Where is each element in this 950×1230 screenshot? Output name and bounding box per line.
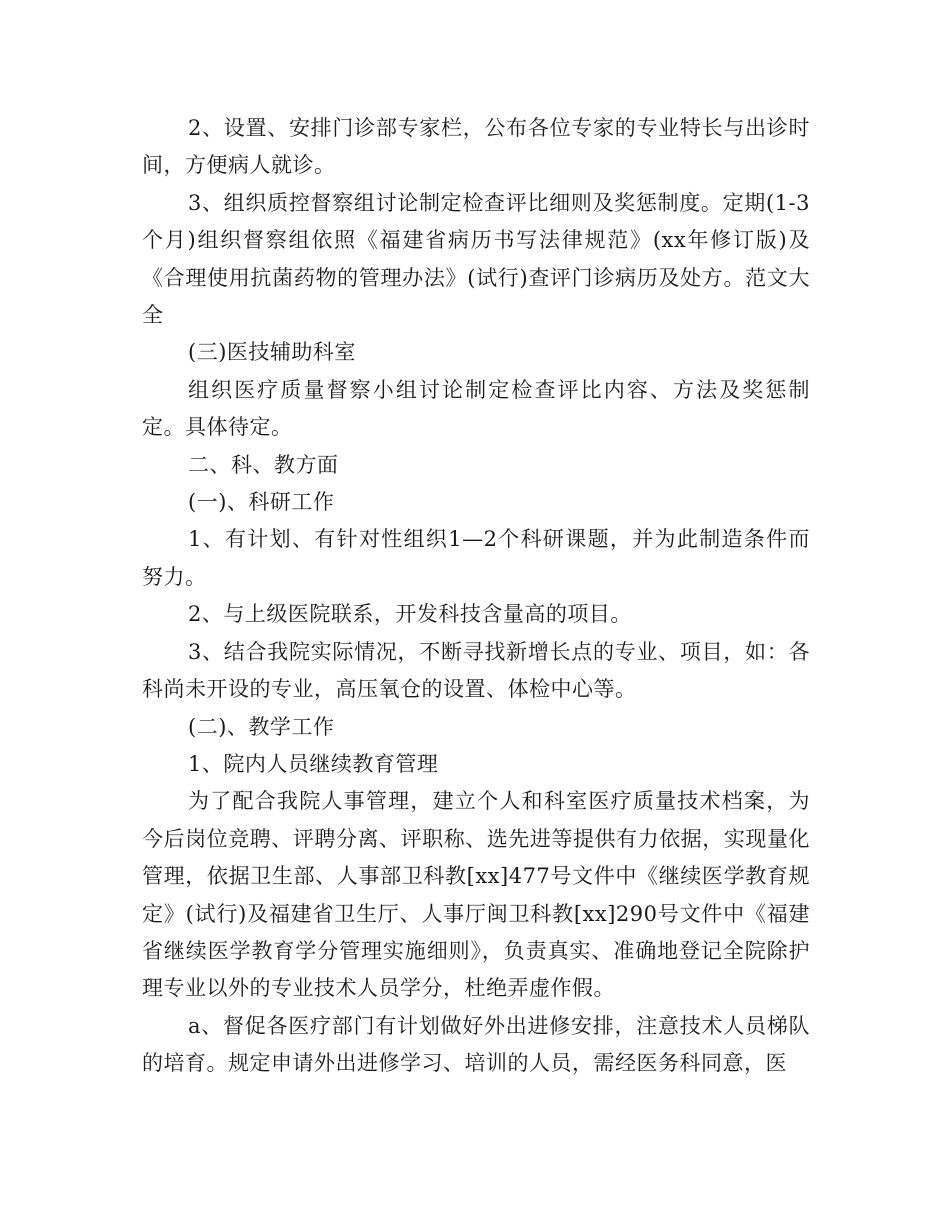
paragraph: 3、结合我院实际情况，不断寻找新增长点的专业、项目，如：各科尚未开设的专业，高压氧仓的设置、体检中心等。 (142, 639, 810, 702)
paragraph: a、督促各医疗部门有计划做好外出进修安排，注意技术人员梯队的培育。规定申请外出进修学习、培训的人员，需经医务科同意，医 (142, 1013, 810, 1076)
paragraph: 为了配合我院人事管理，建立个人和科室医疗质量技术档案，为今后岗位竞聘、评聘分离、评职称、选先进等提供有力依据，实现量化管理，依据卫生部、人事部卫科教[xx]477号文件中《继续医学教育规定》(试行)及福建省卫生厅、人事厅闽卫科教[xx]290号文件中《福建省继续医学教育学分管理实施细则》，负责真实、准确地登记全院除护理专业以外的专业技术人员学分，杜绝弄虚作假。 (142, 789, 810, 1001)
section-heading: (三)医技辅助科室 (188, 340, 356, 365)
paragraph: 2、设置、安排门诊部专家栏，公布各位专家的专业特长与出诊时间，方便病人就诊。 (142, 116, 810, 178)
paragraph: 组织医疗质量督察小组讨论制定检查评比内容、方法及奖惩制定。具体待定。 (142, 377, 810, 440)
section-heading: (一)、科研工作 (188, 490, 335, 515)
paragraph: 3、组织质控督察组讨论制定检查评比细则及奖惩制度。定期(1-3个月)组织督察组依照《福建省病历书写法律规范》(xx年修订版)及《合理使用抗菌药物的管理办法》(试行)查评门诊病历及处方。范文大全 (142, 190, 810, 328)
section-heading: 1、院内人员继续教育管理 (188, 751, 439, 776)
paragraph: 2、与上级医院联系，开发科技含量高的项目。 (188, 602, 632, 627)
section-heading: 二、科、教方面 (188, 452, 339, 477)
section-heading: (二)、教学工作 (188, 714, 335, 739)
paragraph: 1、有计划、有针对性组织1—2个科研课题，并为此制造条件而努力。 (142, 527, 810, 589)
document-body (142, 110, 810, 1083)
